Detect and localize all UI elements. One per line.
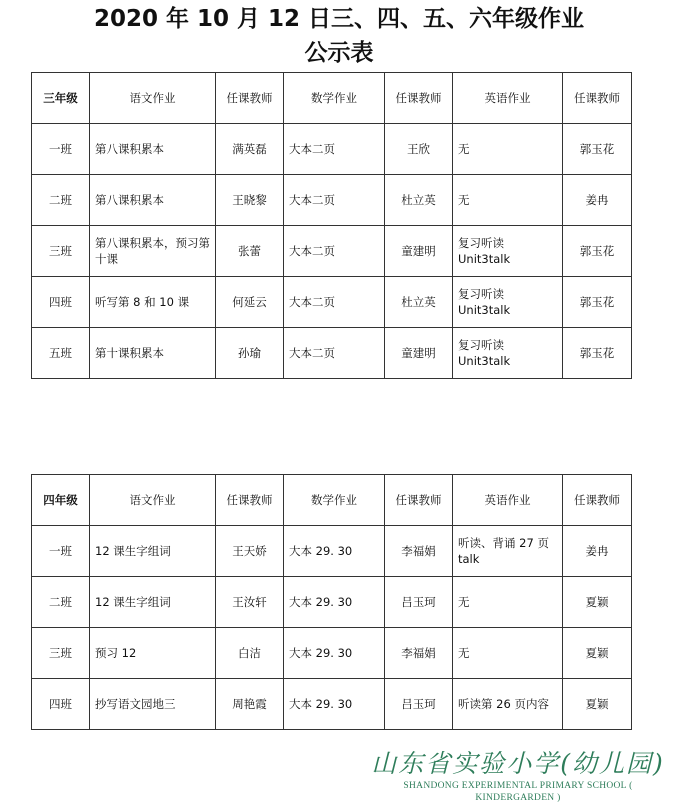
math-teacher-cell: 童建明 <box>385 226 453 277</box>
chinese-teacher-cell: 白洁 <box>216 628 284 679</box>
header-teacher: 任课教师 <box>563 73 632 124</box>
chinese-homework-cell: 12 课生字组词 <box>90 577 216 628</box>
chinese-teacher-cell: 王晓黎 <box>216 175 284 226</box>
table-row <box>32 124 632 175</box>
table-row <box>32 226 632 277</box>
math-teacher-cell: 杜立英 <box>385 175 453 226</box>
chinese-teacher-cell: 满英磊 <box>216 124 284 175</box>
table-row <box>32 277 632 328</box>
header-teacher: 任课教师 <box>216 73 284 124</box>
chinese-teacher-cell: 王天娇 <box>216 526 284 577</box>
chinese-teacher-cell: 何延云 <box>216 277 284 328</box>
school-logo-cn: 山东省实验小学(幼儿园) <box>371 749 665 778</box>
table-row <box>32 679 632 730</box>
math-homework-cell: 大本 29. 30 <box>284 526 385 577</box>
english-teacher-cell: 郭玉花 <box>563 277 632 328</box>
header-teacher: 任课教师 <box>385 475 453 526</box>
math-homework-cell: 大本二页 <box>284 124 385 175</box>
english-homework-cell: 听读第 26 页内容 <box>453 679 563 730</box>
grade3-table <box>31 72 632 379</box>
class-cell: 三班 <box>32 628 90 679</box>
table-row <box>32 628 632 679</box>
class-cell: 三班 <box>32 226 90 277</box>
header-row <box>32 73 632 124</box>
header-teacher: 任课教师 <box>563 475 632 526</box>
math-homework-cell: 大本 29. 30 <box>284 679 385 730</box>
header-chinese: 语文作业 <box>90 73 216 124</box>
english-teacher-cell: 夏颖 <box>563 577 632 628</box>
math-homework-cell: 大本二页 <box>284 226 385 277</box>
chinese-teacher-cell: 张蕾 <box>216 226 284 277</box>
english-teacher-cell: 夏颖 <box>563 679 632 730</box>
grade-label: 三年级 <box>32 73 90 124</box>
english-teacher-cell: 夏颖 <box>563 628 632 679</box>
school-logo-en: SHANDONG EXPERIMENTAL PRIMARY SCHOOL ( KINDERGARDEN ) <box>403 781 633 803</box>
english-teacher-cell: 郭玉花 <box>563 226 632 277</box>
math-teacher-cell: 杜立英 <box>385 277 453 328</box>
english-homework-cell: 复习听读 Unit3talk <box>453 328 563 379</box>
chinese-homework-cell: 第八课积累本 <box>90 124 216 175</box>
header-english: 英语作业 <box>453 475 563 526</box>
chinese-teacher-cell: 王汝轩 <box>216 577 284 628</box>
class-cell: 一班 <box>32 124 90 175</box>
english-homework-cell: 听读、背诵 27 页 talk <box>453 526 563 577</box>
chinese-homework-cell: 听写第 8 和 10 课 <box>90 277 216 328</box>
chinese-homework-cell: 抄写语文园地三 <box>90 679 216 730</box>
english-homework-cell: 无 <box>453 577 563 628</box>
english-teacher-cell: 郭玉花 <box>563 328 632 379</box>
table-row <box>32 175 632 226</box>
math-homework-cell: 大本 29. 30 <box>284 577 385 628</box>
math-teacher-cell: 童建明 <box>385 328 453 379</box>
header-teacher: 任课教师 <box>385 73 453 124</box>
school-logo <box>368 748 668 804</box>
table-row <box>32 526 632 577</box>
chinese-homework-cell: 预习 12 <box>90 628 216 679</box>
header-chinese: 语文作业 <box>90 475 216 526</box>
english-teacher-cell: 郭玉花 <box>563 124 632 175</box>
header-row <box>32 475 632 526</box>
grade4-table <box>31 474 632 730</box>
header-math: 数学作业 <box>284 73 385 124</box>
math-teacher-cell: 王欣 <box>385 124 453 175</box>
math-homework-cell: 大本二页 <box>284 277 385 328</box>
class-cell: 一班 <box>32 526 90 577</box>
english-teacher-cell: 姜冉 <box>563 526 632 577</box>
english-homework-cell: 无 <box>453 124 563 175</box>
english-homework-cell: 复习听读 Unit3talk <box>453 277 563 328</box>
english-homework-cell: 复习听读 Unit3talk <box>453 226 563 277</box>
chinese-teacher-cell: 周艳霞 <box>216 679 284 730</box>
class-cell: 四班 <box>32 277 90 328</box>
page-title: 2020 年 10 月 12 日三、四、五、六年级作业 <box>93 6 585 32</box>
math-homework-cell: 大本二页 <box>284 328 385 379</box>
header-teacher: 任课教师 <box>216 475 284 526</box>
english-homework-cell: 无 <box>453 628 563 679</box>
class-cell: 二班 <box>32 577 90 628</box>
header-english: 英语作业 <box>453 73 563 124</box>
grade-label: 四年级 <box>32 475 90 526</box>
table-row <box>32 577 632 628</box>
english-teacher-cell: 姜冉 <box>563 175 632 226</box>
chinese-homework-cell: 第十课积累本 <box>90 328 216 379</box>
math-teacher-cell: 吕玉珂 <box>385 577 453 628</box>
chinese-teacher-cell: 孙瑜 <box>216 328 284 379</box>
class-cell: 四班 <box>32 679 90 730</box>
math-teacher-cell: 吕玉珂 <box>385 679 453 730</box>
chinese-homework-cell: 第八课积累本 <box>90 175 216 226</box>
page-subtitle: 公示表 <box>304 40 374 66</box>
class-cell: 五班 <box>32 328 90 379</box>
header-math: 数学作业 <box>284 475 385 526</box>
math-teacher-cell: 李福娟 <box>385 628 453 679</box>
math-homework-cell: 大本二页 <box>284 175 385 226</box>
chinese-homework-cell: 12 课生字组词 <box>90 526 216 577</box>
english-homework-cell: 无 <box>453 175 563 226</box>
class-cell: 二班 <box>32 175 90 226</box>
chinese-homework-cell: 第八课积累本，预习第十课 <box>90 226 216 277</box>
math-teacher-cell: 李福娟 <box>385 526 453 577</box>
math-homework-cell: 大本 29. 30 <box>284 628 385 679</box>
table-row <box>32 328 632 379</box>
